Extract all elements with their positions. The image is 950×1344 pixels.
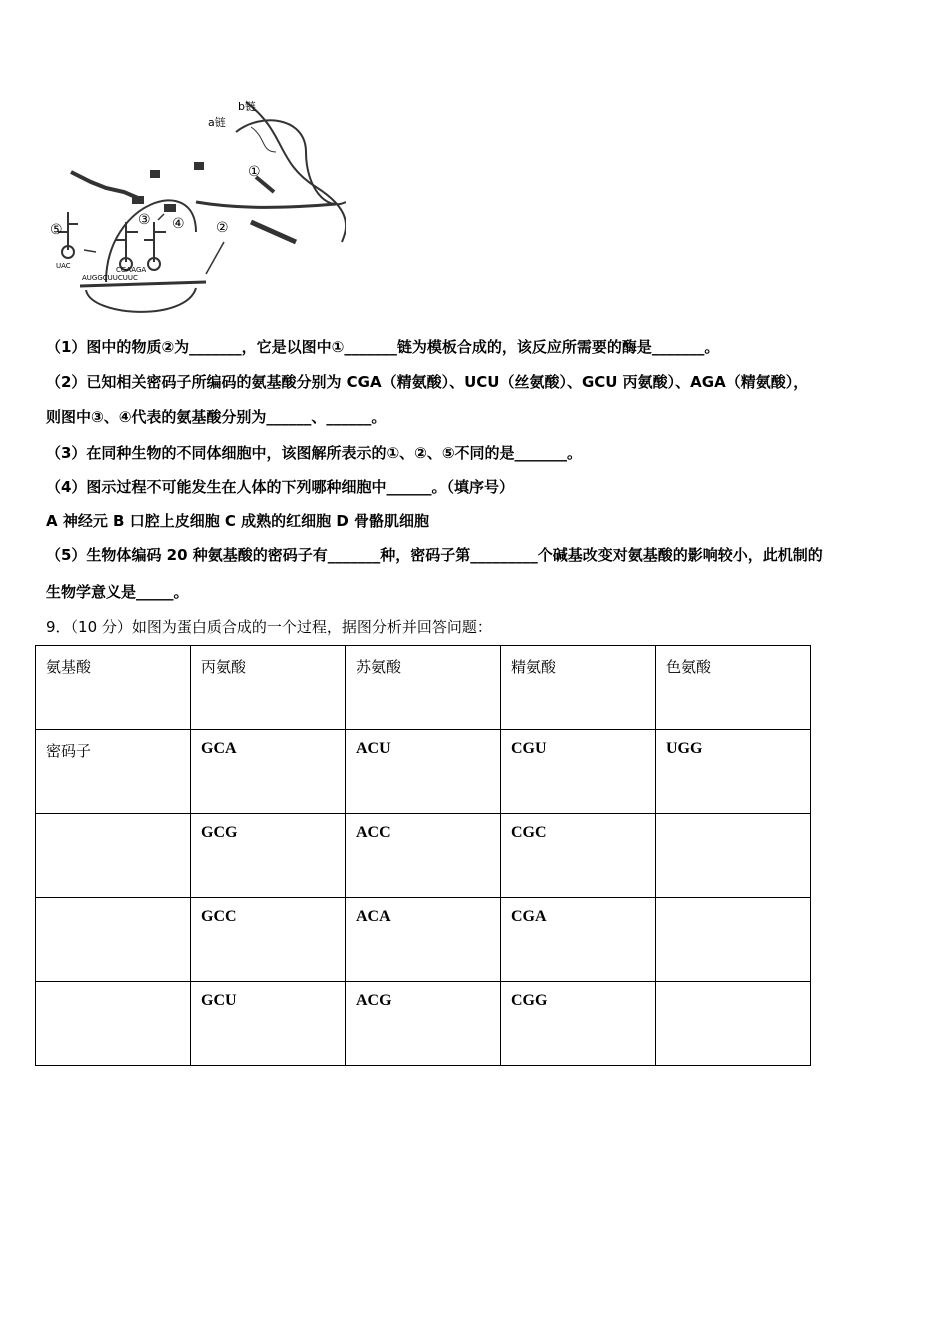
mark-5: ⑤ bbox=[50, 222, 63, 238]
mark-2: ② bbox=[216, 220, 229, 236]
codon-cell: CGU bbox=[501, 730, 656, 814]
table-row bbox=[36, 814, 811, 898]
mrna-bases-label: AUGGCUUCUUC bbox=[82, 274, 138, 282]
question-3: （3）在同种生物的不同体细胞中，该图解所表示的①、②、⑤不同的是_______。 bbox=[46, 444, 583, 462]
codon-cell: GCU bbox=[191, 982, 346, 1066]
row-label-cell: 密码子 bbox=[36, 730, 191, 814]
codon-cell: GCG bbox=[191, 814, 346, 898]
question-9: 9．（10 分）如图为蛋白质合成的一个过程，据图分析并回答问题： bbox=[46, 618, 492, 636]
trna-bases-label: CGAAGA bbox=[116, 266, 147, 274]
codon-cell bbox=[656, 898, 811, 982]
anticodon-label: UAC bbox=[56, 262, 71, 270]
codon-cell: GCA bbox=[191, 730, 346, 814]
codon-cell: GCC bbox=[191, 898, 346, 982]
translation-diagram bbox=[46, 92, 346, 320]
header-cell: 丙氨酸 bbox=[191, 646, 346, 730]
mark-4: ④ bbox=[172, 216, 185, 232]
header-cell: 精氨酸 bbox=[501, 646, 656, 730]
header-cell: 色氨酸 bbox=[656, 646, 811, 730]
question-1: （1）图中的物质②为_______，它是以图中①_______链为模板合成的，该反应所需要的酶是_______。 bbox=[46, 338, 720, 356]
table-header-row bbox=[36, 646, 811, 730]
empty-cell bbox=[36, 982, 191, 1066]
header-cell: 苏氨酸 bbox=[346, 646, 501, 730]
codon-table bbox=[35, 645, 811, 1066]
mark-3: ③ bbox=[138, 212, 151, 228]
question-2-line-1: （2）已知相关密码子所编码的氨基酸分别为 CGA（精氨酸）、UCU（丝氨酸）、GCU 丙氨酸）、AGA（精氨酸）， bbox=[46, 373, 809, 391]
question-4: （4）图示过程不可能发生在人体的下列哪种细胞中______。（填序号） bbox=[46, 478, 514, 496]
empty-cell bbox=[36, 814, 191, 898]
codon-cell: CGC bbox=[501, 814, 656, 898]
table-row bbox=[36, 730, 811, 814]
table-row bbox=[36, 982, 811, 1066]
mark-1: ① bbox=[248, 164, 261, 180]
question-5-line-1: （5）生物体编码 20 种氨基酸的密码子有_______种，密码子第_________个碱基改变对氨基酸的影响较小，此机制的 bbox=[46, 546, 823, 564]
question-5-line-2: 生物学意义是_____。 bbox=[46, 583, 189, 601]
codon-cell bbox=[656, 814, 811, 898]
question-4-options: A 神经元 B 口腔上皮细胞 C 成熟的红细胞 D 骨骼肌细胞 bbox=[46, 512, 430, 530]
codon-cell: ACC bbox=[346, 814, 501, 898]
table-row bbox=[36, 898, 811, 982]
empty-cell bbox=[36, 898, 191, 982]
codon-cell bbox=[656, 982, 811, 1066]
label-a-chain: a链 bbox=[208, 116, 226, 129]
question-2-line-2: 则图中③、④代表的氨基酸分别为______、______。 bbox=[46, 408, 387, 426]
codon-cell: ACU bbox=[346, 730, 501, 814]
codon-cell: UGG bbox=[656, 730, 811, 814]
codon-cell: ACA bbox=[346, 898, 501, 982]
label-b-chain: b链 bbox=[238, 100, 256, 113]
header-cell: 氨基酸 bbox=[36, 646, 191, 730]
codon-cell: CGG bbox=[501, 982, 656, 1066]
codon-cell: CGA bbox=[501, 898, 656, 982]
codon-cell: ACG bbox=[346, 982, 501, 1066]
